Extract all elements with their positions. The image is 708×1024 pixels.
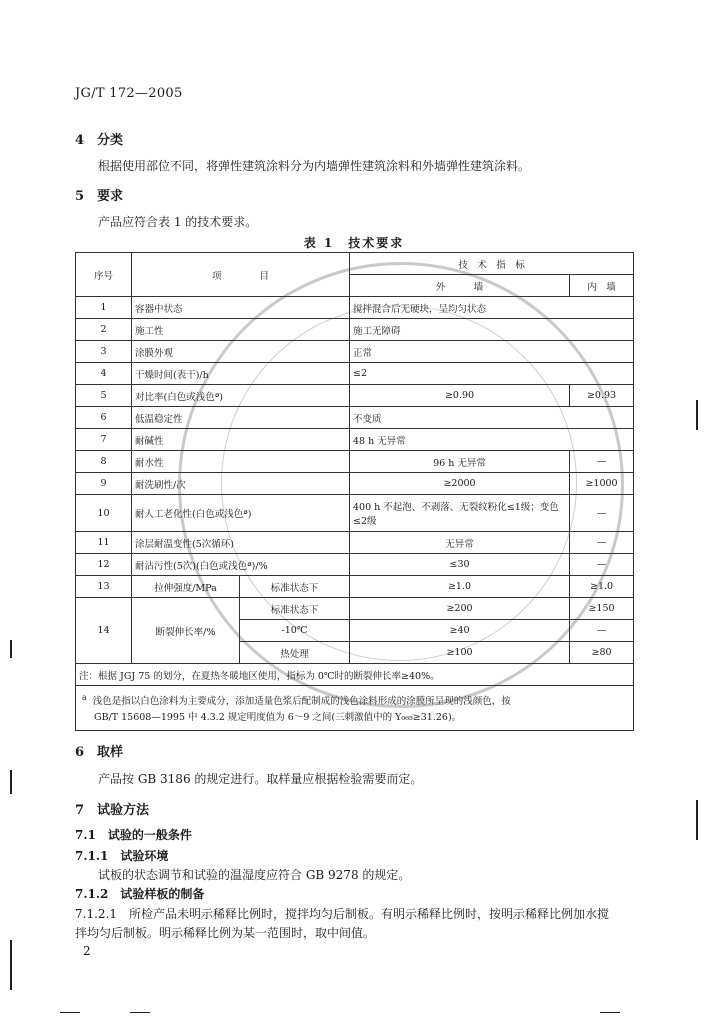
row-item: 耐沾污性(5次)(白色或浅色ª)/% bbox=[132, 554, 350, 576]
table-row bbox=[76, 532, 634, 554]
row-no: 13 bbox=[76, 576, 132, 598]
row-no: 2 bbox=[76, 319, 132, 341]
header-no: 序号 bbox=[76, 253, 132, 297]
table-header-row bbox=[76, 253, 634, 275]
section-6-heading: 6 取样 bbox=[75, 745, 124, 760]
row-no: 1 bbox=[76, 297, 132, 319]
table-row bbox=[76, 473, 634, 495]
row-sub: 标准状态下 bbox=[240, 576, 350, 598]
row-value: ≤2 bbox=[350, 363, 634, 385]
table-row bbox=[76, 451, 634, 473]
table-row bbox=[76, 341, 634, 363]
row-no: 14 bbox=[76, 598, 132, 664]
scan-mark bbox=[10, 770, 12, 794]
table-footnote-row bbox=[76, 686, 634, 731]
row-no: 7 bbox=[76, 429, 132, 451]
row-item: 涂层耐温变性(5次循环) bbox=[132, 532, 350, 554]
table-row bbox=[76, 495, 634, 532]
row-sub: 热处理 bbox=[240, 642, 350, 664]
section-7-heading: 7 试验方法 bbox=[75, 803, 150, 818]
row-no: 11 bbox=[76, 532, 132, 554]
row-interior: — bbox=[570, 554, 634, 576]
section-5-text: 产品应符合表 1 的技术要求。 bbox=[98, 215, 258, 229]
row-value: 正常 bbox=[350, 341, 634, 363]
footnote-mark: a bbox=[82, 693, 87, 702]
table-row bbox=[76, 297, 634, 319]
row-exterior: 96 h 无异常 bbox=[350, 451, 570, 473]
row-no: 8 bbox=[76, 451, 132, 473]
table-row bbox=[76, 363, 634, 385]
section-7-1-2-1-line-1: 7.1.2.1 所检产品未明示稀释比例时，搅拌均匀后制板。有明示稀释比例时，按明示稀释比例加水搅 bbox=[75, 907, 609, 921]
row-item: 耐洗刷性/次 bbox=[132, 473, 350, 495]
table-row bbox=[76, 319, 634, 341]
row-exterior: ≥200 bbox=[350, 598, 570, 620]
row-interior: ≥150 bbox=[570, 598, 634, 620]
section-7-1-1-heading: 7.1.1 试验环境 bbox=[75, 849, 169, 863]
row-item: 拉伸强度/MPa bbox=[132, 576, 240, 598]
table-note: 注：根据 JGJ 75 的划分，在夏热冬暖地区使用，指标为 0℃时的断裂伸长率≥40%。 bbox=[76, 664, 634, 686]
table-row bbox=[76, 598, 634, 620]
row-no: 9 bbox=[76, 473, 132, 495]
header-indicators: 技 术 指 标 bbox=[350, 253, 634, 275]
row-item: 对比率(白色或浅色ª) bbox=[132, 385, 350, 407]
scan-mark bbox=[10, 640, 12, 658]
row-no: 10 bbox=[76, 495, 132, 532]
scan-mark bbox=[600, 1012, 620, 1013]
scan-mark bbox=[696, 800, 698, 840]
table-footnote bbox=[76, 686, 634, 731]
row-item: 断裂伸长率/% bbox=[132, 598, 240, 664]
footnote-line-1: 浅色是指以白色涂料为主要成分，添加适量色浆后配制成的浅色涂料形成的涂膜所呈现的浅颜色，按 bbox=[92, 696, 511, 708]
table-row bbox=[76, 576, 634, 598]
row-exterior: 400 h 不起泡、不剥落、无裂纹粉化≤1级；变色≤2级 bbox=[350, 495, 570, 532]
row-item: 干燥时间(表干)/h bbox=[132, 363, 350, 385]
table-note-row bbox=[76, 664, 634, 686]
row-interior: ≥1.0 bbox=[570, 576, 634, 598]
row-sub: 标准状态下 bbox=[240, 598, 350, 620]
row-no: 12 bbox=[76, 554, 132, 576]
scan-mark bbox=[130, 1012, 150, 1013]
row-value: 施工无障碍 bbox=[350, 319, 634, 341]
scan-mark bbox=[10, 940, 12, 990]
section-5-heading: 5 要求 bbox=[75, 189, 124, 204]
table-row bbox=[76, 407, 634, 429]
section-4-heading: 4 分类 bbox=[75, 133, 124, 148]
table-row bbox=[76, 429, 634, 451]
footnote-line-2: GB/T 15608—1995 中 4.3.2 规定明度值为 6～9 之间(三刺激值中的 Y₀₆₅≥31.26)。 bbox=[94, 712, 462, 724]
row-item: 低温稳定性 bbox=[132, 407, 350, 429]
row-exterior: ≥40 bbox=[350, 620, 570, 642]
row-exterior: ≤30 bbox=[350, 554, 570, 576]
row-item: 容器中状态 bbox=[132, 297, 350, 319]
row-item: 耐水性 bbox=[132, 451, 350, 473]
row-interior: — bbox=[570, 495, 634, 532]
technical-requirements-table bbox=[75, 252, 634, 731]
row-no: 5 bbox=[76, 385, 132, 407]
row-interior: — bbox=[570, 620, 634, 642]
table-row bbox=[76, 554, 634, 576]
row-item: 耐人工老化性(白色或浅色ª) bbox=[132, 495, 350, 532]
header-exterior: 外 墙 bbox=[350, 275, 570, 297]
row-interior: — bbox=[570, 532, 634, 554]
standard-code: JG/T 172—2005 bbox=[75, 86, 183, 101]
row-value: 搅拌混合后无硬块，呈均匀状态 bbox=[350, 297, 634, 319]
row-interior: ≥80 bbox=[570, 642, 634, 664]
row-item: 耐碱性 bbox=[132, 429, 350, 451]
section-7-1-2-heading: 7.1.2 试验样板的制备 bbox=[75, 887, 205, 901]
row-sub: -10℃ bbox=[240, 620, 350, 642]
row-exterior: ≥100 bbox=[350, 642, 570, 664]
row-value: 不变质 bbox=[350, 407, 634, 429]
row-interior: — bbox=[570, 451, 634, 473]
row-exterior: ≥1.0 bbox=[350, 576, 570, 598]
row-no: 4 bbox=[76, 363, 132, 385]
table-caption: 表 1 技术要求 bbox=[303, 236, 405, 250]
scan-mark bbox=[60, 1012, 80, 1013]
section-7-1-heading: 7.1 试验的一般条件 bbox=[75, 828, 192, 842]
section-7-1-2-1-line-2: 拌均匀后制板。明示稀释比例为某一范围时，取中间值。 bbox=[75, 926, 376, 940]
scan-mark bbox=[696, 400, 698, 430]
page-number: 2 bbox=[83, 944, 91, 958]
row-exterior: ≥2000 bbox=[350, 473, 570, 495]
row-interior: ≥1000 bbox=[570, 473, 634, 495]
row-value: 48 h 无异常 bbox=[350, 429, 634, 451]
header-interior: 内 墙 bbox=[570, 275, 634, 297]
section-7-1-1-text: 试板的状态调节和试验的温湿度应符合 GB 9278 的规定。 bbox=[98, 868, 411, 882]
row-exterior: 无异常 bbox=[350, 532, 570, 554]
row-item: 涂膜外观 bbox=[132, 341, 350, 363]
header-item: 项 目 bbox=[132, 253, 350, 297]
row-no: 3 bbox=[76, 341, 132, 363]
table-row bbox=[76, 385, 634, 407]
row-item: 施工性 bbox=[132, 319, 350, 341]
row-exterior: ≥0.90 bbox=[350, 385, 570, 407]
section-6-text: 产品按 GB 3186 的规定进行。取样量应根据检验需要而定。 bbox=[98, 772, 423, 786]
row-no: 6 bbox=[76, 407, 132, 429]
section-4-text: 根据使用部位不同，将弹性建筑涂料分为内墙弹性建筑涂料和外墙弹性建筑涂料。 bbox=[98, 159, 531, 173]
row-interior: ≥0.93 bbox=[570, 385, 634, 407]
